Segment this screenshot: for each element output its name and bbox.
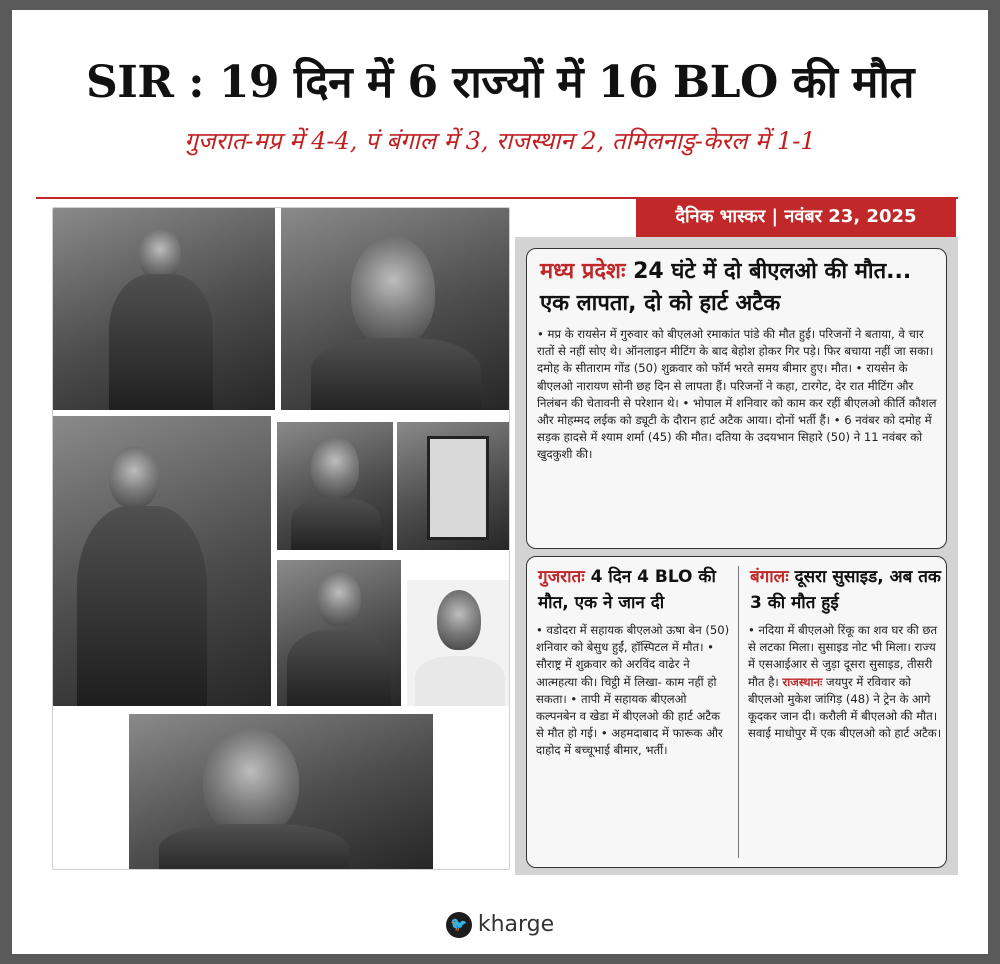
twitter-icon: 🐦 — [446, 912, 472, 938]
mp-body-text: • मप्र के रायसेन में गुरुवार को बीएलओ रमाकांत पांडे की मौत हुई। परिजनों ने बताया, वे चार रातों से नहीं सोए थे। ऑनलाइन मीटिंग के बाद बेहोश होकर गिर पड़े। फिर बचाया नहीं जा सका। दमोह के सीताराम गोंड (50) शुक्रवार को फॉर्म भरते समय बीमार हुए। मौत। • रायसेन के बीएलओ नारायण सोनी छह दिन से लापता हैं। परिजनों ने कहा, टारगेट, देर रात मीटिंग और निलंबन की चेतावनी से परेशान थे। • भोपाल में शनिवार को काम कर रहीं बीएलओ कीर्ति कौशल और मोहम्मद लईक को ड्यूटी के दौरान हार्ट अटैक आया। दोनों भर्ती हैं। • 6 नवंबर को दमोह में सड़क हादसे में श्याम शर्मा (45) की मौत। दतिया के उदयभान सिहारे (50) ने 11 नवंबर को खुदकुशी की। — [537, 327, 937, 462]
photo-woman-portrait — [277, 422, 393, 550]
bengal-state-label: बंगालः — [750, 567, 789, 587]
headline: SIR : 19 दिन में 6 राज्यों में 16 BLO की मौत — [86, 57, 914, 108]
mp-headline-text: 24 घंटे में दो बीएलओ की मौत... एक लापता, दो को हार्ट अटैक — [540, 259, 912, 316]
photo-woman-saree — [53, 208, 275, 410]
photo-man-glasses — [129, 714, 433, 870]
photo-man-mustache — [407, 580, 510, 706]
gujarat-headline — [538, 564, 730, 616]
mp-state-label: मध्य प्रदेशः — [540, 259, 626, 284]
gujarat-headline-text: 4 दिन 4 BLO की मौत, एक ने जान दी — [538, 567, 716, 613]
photo-framed-portrait — [397, 422, 510, 550]
bengal-rajasthan-text — [748, 622, 942, 742]
gujarat-state-label: गुजरातः — [538, 567, 585, 587]
bengal-body-text: • नदिया में बीएलओ रिंकू का शव घर की छत से लटका मिला। सुसाइड नोट भी मिला। राज्य में एसआईआर से जुड़ा दूसरा सुसाइड, तीसरी मौत है। — [748, 623, 938, 689]
source-banner: दैनिक भास्कर | नवंबर 23, 2025 — [636, 197, 956, 237]
subheadline: गुजरात-मप्र में 4-4, पं बंगाल में 3, राजस्थान 2, तमिलनाडु-केरल में 1-1 — [184, 127, 816, 155]
gujarat-body-text: • वडोदरा में सहायक बीएलओ ऊषा बेन (50) शनिवार को बेसुध हुईं, हॉस्पिटल में मौत। • सौराष्ट्र में शुक्रवार को अरविंद वाढेर ने आत्महत्या की। चिट्ठी में लिखा- काम नहीं हो सकता। • तापी में सहायक बीएलओ कल्पनबेन व खेडा में बीएलओ की हार्ट अटैक से मौत हो गई। • अहमदाबाद में फारूक और दाहोद में बच्चूभाई बीमार, भर्ती। — [536, 623, 730, 758]
mp-headline — [540, 256, 940, 320]
bengal-headline-text: दूसरा सुसाइड, अब तक 3 की मौत हुई — [750, 567, 941, 613]
photo-collage — [52, 207, 510, 870]
rajasthan-state-label: राजस्थानः — [782, 674, 823, 689]
photo-woman-reading — [53, 416, 271, 706]
bengal-headline — [750, 564, 942, 616]
photo-woman-headscarf — [281, 208, 510, 410]
rajasthan-body-text: जयपुर में रविवार को बीएलओ मुकेश जांगिड़ (48) ने ट्रेन के आगे कूदकर जान दी। करौली में बीएलओ की मौत। सवाई माधोपुर में एक बीएलओ को हार्ट अटैक। — [748, 674, 942, 741]
twitter-handle[interactable]: kharge — [477, 912, 555, 937]
photo-man-outdoor — [277, 560, 401, 706]
social-credit[interactable] — [0, 912, 1000, 938]
column-divider — [738, 566, 739, 858]
